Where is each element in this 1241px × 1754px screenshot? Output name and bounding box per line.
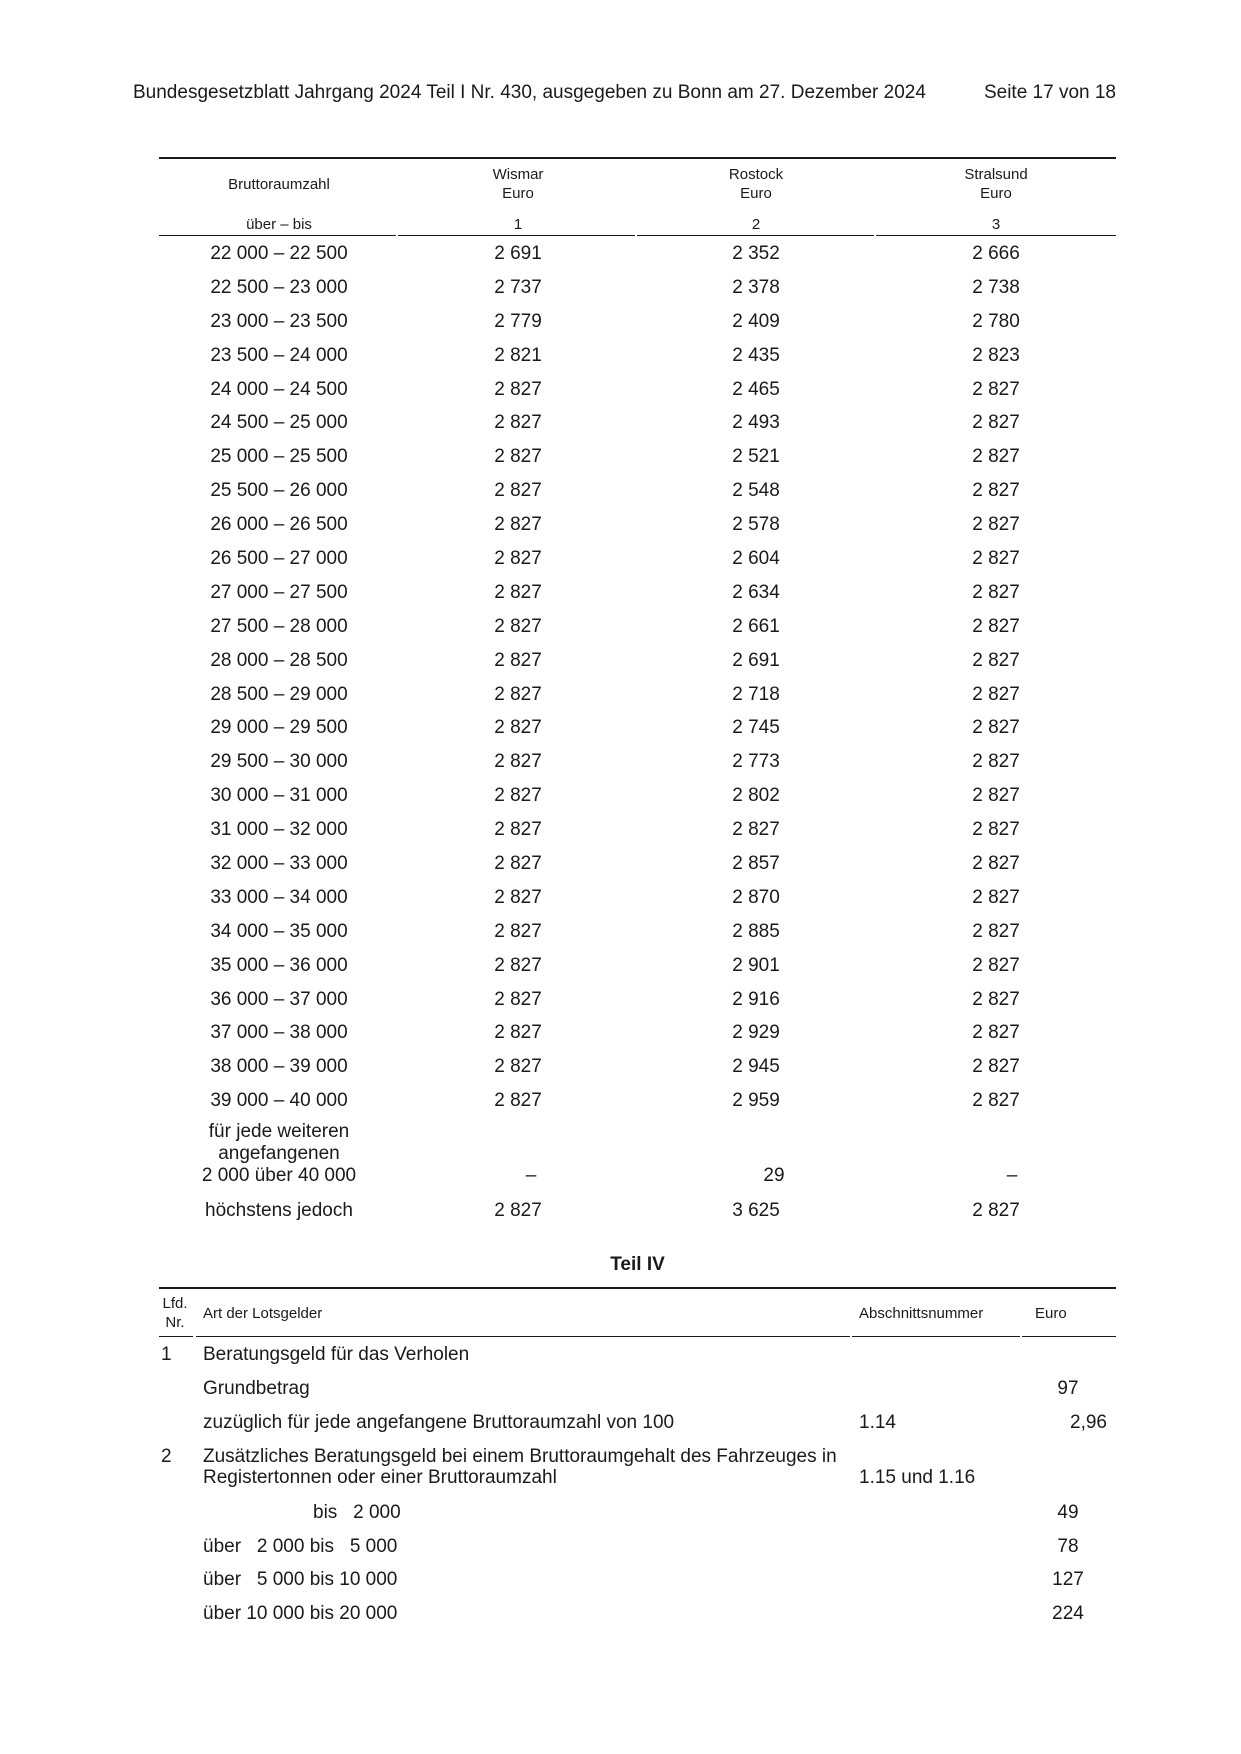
header-ueber-bis: über – bis [246, 216, 312, 233]
rostock-cell: 2 827 [732, 819, 780, 841]
header-rostock-name: Rostock [728, 166, 784, 183]
table-row-max [159, 1193, 1116, 1227]
stralsund-cell: 2 827 [972, 920, 1020, 942]
rostock-cell: 2 521 [732, 446, 780, 468]
table-row [159, 1439, 1116, 1495]
rostock-cell: 2 493 [732, 412, 780, 434]
range-cell: 23 500 – 24 000 [210, 344, 348, 366]
table-row [159, 778, 1116, 812]
art-cell: über 10 000 bis 20 000 [203, 1603, 398, 1625]
table-row [159, 304, 1116, 338]
table-row [159, 1596, 1116, 1630]
rostock-cell: 2 465 [732, 378, 780, 400]
table-row-extra [159, 1117, 1116, 1193]
range-cell: 35 000 – 36 000 [210, 954, 348, 976]
table-row [159, 1015, 1116, 1049]
rostock-cell: 2 773 [732, 751, 780, 773]
table-row [159, 439, 1116, 473]
stralsund-cell: 2 827 [972, 683, 1020, 705]
range-cell: 36 000 – 37 000 [210, 988, 348, 1010]
wismar-cell: 2 779 [494, 310, 542, 332]
stralsund-cell: 2 738 [972, 276, 1020, 298]
rostock-cell: 2 916 [732, 988, 780, 1010]
extra-stralsund-value: – [1006, 1165, 1018, 1187]
table-row [159, 948, 1116, 982]
header-abschnittsnummer: Abschnittsnummer [859, 1305, 984, 1322]
range-cell: 24 000 – 24 500 [210, 378, 348, 400]
abschnitt-cell: 1.14 [859, 1411, 896, 1433]
range-cell: 39 000 – 40 000 [210, 1090, 348, 1112]
stralsund-cell: 2 827 [972, 1056, 1020, 1078]
wismar-cell: 2 827 [494, 412, 542, 434]
table-row [159, 1529, 1116, 1563]
range-cell: 23 000 – 23 500 [210, 310, 348, 332]
rostock-cell: 2 352 [732, 243, 780, 264]
header-wismar [433, 165, 603, 203]
stralsund-cell: 2 827 [972, 717, 1020, 739]
extra-wismar-value: – [525, 1165, 537, 1187]
rostock-cell: 2 409 [732, 310, 780, 332]
range-cell: 27 500 – 28 000 [210, 615, 348, 637]
range-cell: 25 000 – 25 500 [210, 446, 348, 468]
table-row [159, 236, 1116, 270]
header-rostock [671, 165, 841, 203]
wismar-cell: 2 827 [494, 717, 542, 739]
stralsund-cell: 2 827 [972, 615, 1020, 637]
stralsund-cell: 2 827 [972, 751, 1020, 773]
art-cell: über 2 000 bis 5 000 [203, 1535, 398, 1557]
table-row [159, 846, 1116, 880]
wismar-cell: 2 827 [494, 378, 542, 400]
table-row [159, 914, 1116, 948]
rostock-cell: 2 870 [732, 886, 780, 908]
extra-range-label [159, 1121, 399, 1187]
table1-body [159, 236, 1116, 1227]
rostock-cell: 2 901 [732, 954, 780, 976]
max-stralsund-value: 2 827 [972, 1200, 1020, 1222]
table-row [159, 812, 1116, 846]
euro-cell: 224 [1052, 1603, 1084, 1625]
header-wismar-name: Wismar [492, 166, 544, 183]
stralsund-cell: 2 780 [972, 310, 1020, 332]
wismar-cell: 2 827 [494, 615, 542, 637]
header-col-no-2: 2 [751, 216, 761, 233]
wismar-cell: 2 691 [494, 243, 542, 264]
stralsund-cell: 2 827 [972, 886, 1020, 908]
extra-range-line3: 2 000 über 40 000 [201, 1165, 357, 1187]
header-euro: Euro [1035, 1305, 1067, 1322]
table-row [159, 1495, 1116, 1529]
publication-line: Bundesgesetzblatt Jahrgang 2024 Teil I Nr. 430, ausgegeben zu Bonn am 27. Dezember 2024 [133, 82, 926, 103]
range-cell: 38 000 – 39 000 [210, 1056, 348, 1078]
table-row [159, 1405, 1116, 1439]
table-row [159, 507, 1116, 541]
rostock-cell: 2 959 [732, 1090, 780, 1112]
rostock-cell: 2 945 [732, 1056, 780, 1078]
wismar-cell: 2 737 [494, 276, 542, 298]
range-cell: 30 000 – 31 000 [210, 785, 348, 807]
table-row [159, 405, 1116, 439]
art-cell: zuzüglich für jede angefangene Bruttoraumzahl von 100 [203, 1411, 675, 1433]
rostock-cell: 2 802 [732, 785, 780, 807]
table-row [159, 1562, 1116, 1596]
stralsund-cell: 2 827 [972, 480, 1020, 502]
stralsund-cell: 2 827 [972, 1090, 1020, 1112]
stralsund-cell: 2 827 [972, 853, 1020, 875]
table-row [159, 643, 1116, 677]
range-cell: 26 000 – 26 500 [210, 514, 348, 536]
header-stralsund-unit: Euro [980, 185, 1012, 202]
max-range-label: höchstens jedoch [205, 1200, 353, 1222]
table-row [159, 270, 1116, 304]
wismar-cell: 2 827 [494, 1090, 542, 1112]
stralsund-cell: 2 823 [972, 344, 1020, 366]
rostock-cell: 2 378 [732, 276, 780, 298]
stralsund-cell: 2 827 [972, 785, 1020, 807]
max-rostock-value: 3 625 [732, 1200, 780, 1222]
header-col-no-1: 1 [513, 216, 523, 233]
table-row [159, 372, 1116, 406]
table-row [159, 1371, 1116, 1405]
table-row [159, 609, 1116, 643]
extra-range-line1: für jede weiteren [208, 1121, 350, 1143]
stralsund-cell: 2 827 [972, 446, 1020, 468]
stralsund-cell: 2 827 [972, 581, 1020, 603]
rostock-cell: 2 604 [732, 548, 780, 570]
extra-rostock-value: 29 [763, 1165, 785, 1187]
stralsund-cell: 2 827 [972, 378, 1020, 400]
rostock-cell: 2 745 [732, 717, 780, 739]
table-row [159, 338, 1116, 372]
range-cell: 28 500 – 29 000 [210, 683, 348, 705]
wismar-cell: 2 827 [494, 548, 542, 570]
table-row [159, 744, 1116, 778]
stralsund-cell: 2 827 [972, 412, 1020, 434]
wismar-cell: 2 827 [494, 1056, 542, 1078]
header-rostock-unit: Euro [740, 185, 772, 202]
table-row [159, 1337, 1116, 1371]
wismar-cell: 2 827 [494, 514, 542, 536]
rostock-cell: 2 634 [732, 581, 780, 603]
range-cell: 27 000 – 27 500 [210, 581, 348, 603]
header-art-der-lotsgelder: Art der Lotsgelder [203, 1305, 323, 1322]
lfd-nr-cell: 2 [161, 1445, 172, 1467]
wismar-cell: 2 827 [494, 886, 542, 908]
wismar-cell: 2 827 [494, 853, 542, 875]
lfd-nr-cell: 1 [161, 1344, 172, 1365]
range-cell: 24 500 – 25 000 [210, 412, 348, 434]
wismar-cell: 2 827 [494, 581, 542, 603]
euro-cell: 49 [1057, 1501, 1079, 1523]
art-cell: Beratungsgeld für das Verholen [203, 1344, 470, 1365]
table-row [159, 1083, 1116, 1117]
range-cell: 31 000 – 32 000 [210, 819, 348, 841]
table-row [159, 880, 1116, 914]
section-title-teil-iv: Teil IV [610, 1254, 665, 1275]
art-cell: Grundbetrag [203, 1377, 310, 1399]
wismar-cell: 2 827 [494, 920, 542, 942]
table-row [159, 677, 1116, 711]
wismar-cell: 2 827 [494, 785, 542, 807]
wismar-cell: 2 827 [494, 446, 542, 468]
stralsund-cell: 2 827 [972, 819, 1020, 841]
stralsund-cell: 2 827 [972, 514, 1020, 536]
euro-cell: 2,96 [1070, 1411, 1107, 1433]
extra-range-line2: angefangenen [218, 1143, 340, 1165]
table2-body [159, 1337, 1116, 1630]
wismar-cell: 2 821 [494, 344, 542, 366]
rostock-cell: 2 578 [732, 514, 780, 536]
wismar-cell: 2 827 [494, 683, 542, 705]
table2-top-rule [159, 1287, 1116, 1289]
range-cell: 34 000 – 35 000 [210, 920, 348, 942]
wismar-cell: 2 827 [494, 480, 542, 502]
rostock-cell: 2 929 [732, 1022, 780, 1044]
header-bruttoraumzahl: Bruttoraumzahl [228, 176, 330, 193]
stralsund-cell: 2 827 [972, 988, 1020, 1010]
range-cell: 33 000 – 34 000 [210, 886, 348, 908]
range-cell: 22 000 – 22 500 [210, 243, 348, 264]
rostock-cell: 2 435 [732, 344, 780, 366]
wismar-cell: 2 827 [494, 1022, 542, 1044]
rostock-cell: 2 718 [732, 683, 780, 705]
wismar-cell: 2 827 [494, 649, 542, 671]
header-col-no-3: 3 [991, 216, 1001, 233]
rostock-cell: 2 691 [732, 649, 780, 671]
wismar-cell: 2 827 [494, 819, 542, 841]
rostock-cell: 2 548 [732, 480, 780, 502]
range-cell: 26 500 – 27 000 [210, 548, 348, 570]
rostock-cell: 2 661 [732, 615, 780, 637]
wismar-cell: 2 827 [494, 988, 542, 1010]
header-lfd-nr: Lfd. Nr. [162, 1295, 188, 1331]
range-cell: 29 500 – 30 000 [210, 751, 348, 773]
table-row [159, 575, 1116, 609]
table-row [159, 541, 1116, 575]
euro-cell: 97 [1057, 1377, 1079, 1399]
header-wismar-unit: Euro [502, 185, 534, 202]
rostock-cell: 2 885 [732, 920, 780, 942]
range-cell: 25 500 – 26 000 [210, 480, 348, 502]
euro-cell: 127 [1052, 1569, 1084, 1591]
rostock-cell: 2 857 [732, 853, 780, 875]
page-number: Seite 17 von 18 [983, 82, 1116, 103]
range-cell: 28 000 – 28 500 [210, 649, 348, 671]
range-cell: 22 500 – 23 000 [210, 276, 348, 298]
art-cell: Zusätzliches Beratungsgeld bei einem Bruttoraumgehalt des Fahrzeuges in Registertonnen oder einer Bruttoraumzahl [203, 1445, 837, 1488]
stralsund-cell: 2 827 [972, 954, 1020, 976]
header-stralsund [911, 165, 1081, 203]
table-row [159, 710, 1116, 744]
max-wismar-value: 2 827 [494, 1200, 542, 1222]
table-row [159, 1049, 1116, 1083]
art-cell: bis 2 000 [313, 1501, 401, 1523]
wismar-cell: 2 827 [494, 954, 542, 976]
header-stralsund-name: Stralsund [964, 166, 1028, 183]
stralsund-cell: 2 827 [972, 649, 1020, 671]
stralsund-cell: 2 827 [972, 548, 1020, 570]
table-row [159, 473, 1116, 507]
range-cell: 37 000 – 38 000 [210, 1022, 348, 1044]
wismar-cell: 2 827 [494, 751, 542, 773]
art-cell: über 5 000 bis 10 000 [203, 1569, 398, 1591]
range-cell: 29 000 – 29 500 [210, 717, 348, 739]
stralsund-cell: 2 666 [972, 243, 1020, 264]
table-row [159, 982, 1116, 1016]
abschnitt-cell: 1.15 und 1.16 [859, 1466, 976, 1488]
stralsund-cell: 2 827 [972, 1022, 1020, 1044]
table1-top-rule [159, 157, 1116, 159]
euro-cell: 78 [1057, 1535, 1079, 1557]
range-cell: 32 000 – 33 000 [210, 853, 348, 875]
